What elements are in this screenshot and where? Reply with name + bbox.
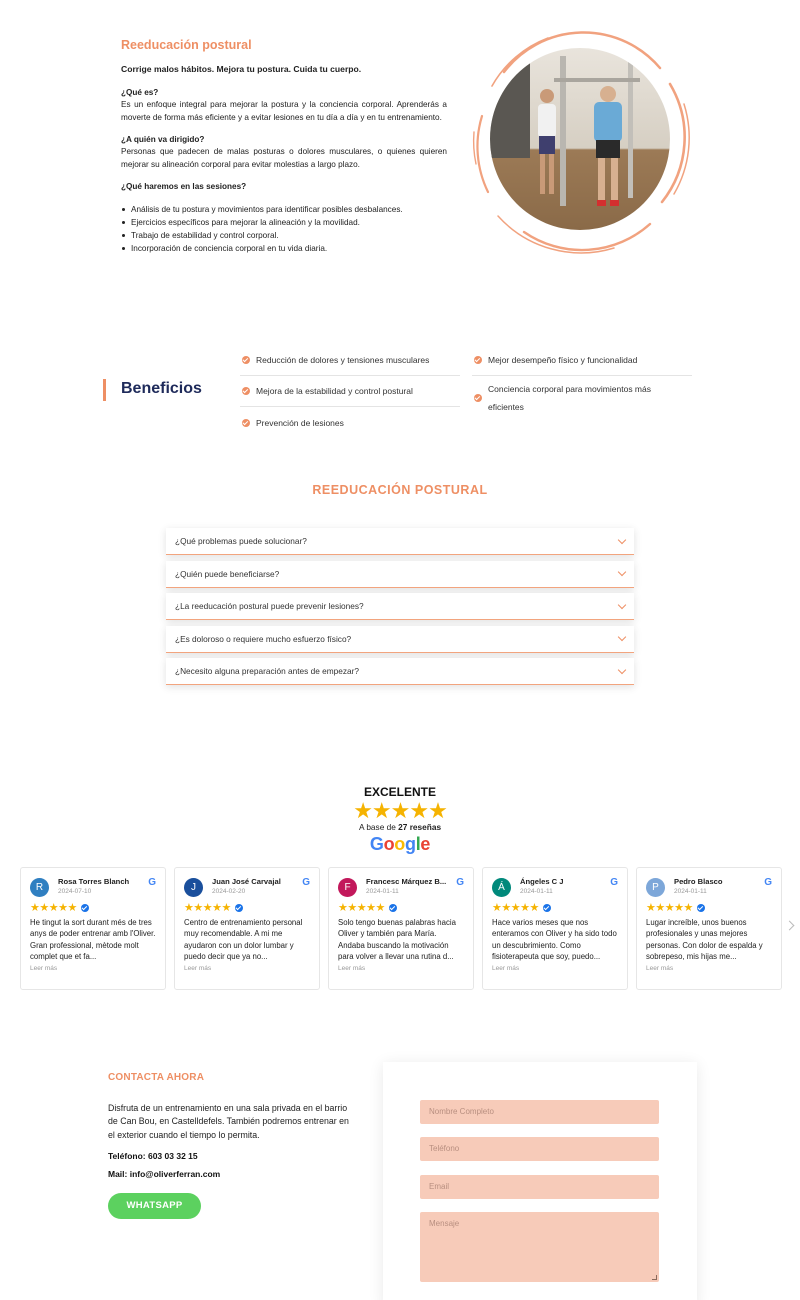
sessions-heading: ¿Qué haremos en las sesiones? (121, 181, 247, 191)
message-placeholder: Mensaje (429, 1219, 460, 1228)
benefit-label: Prevención de lesiones (256, 417, 344, 428)
benefit-label: Mejora de la estabilidad y control postural (256, 386, 413, 396)
faq-item[interactable] (166, 593, 634, 620)
avatar: P (646, 878, 665, 897)
read-more-link[interactable]: Leer más (30, 965, 58, 972)
client-figure (588, 84, 628, 208)
review-card (174, 867, 320, 990)
resize-handle-icon[interactable] (652, 1275, 657, 1280)
message-field[interactable] (420, 1212, 659, 1282)
chevron-down-icon[interactable] (618, 600, 626, 608)
chevron-down-icon[interactable] (618, 665, 626, 673)
faq-question: ¿Qué problemas puede solucionar? (175, 536, 307, 546)
google-logo: Google (369, 834, 431, 854)
google-icon: G (148, 877, 156, 888)
intro-title: Reeducación postural (121, 38, 252, 52)
benefit-item (240, 345, 460, 376)
benefit-item (240, 376, 460, 407)
review-text: Lugar increíble, unos buenos profesionales y unas mejores personas. Con dolor de espalda y sobrepeso, mis hijas me... (646, 918, 763, 961)
benefits-accent-bar (103, 379, 106, 401)
rating-summary (0, 785, 800, 855)
benefit-label: Conciencia corporal para movimientos más eficientes (488, 384, 651, 412)
faq-item[interactable] (166, 658, 634, 685)
faq-accordion (166, 528, 634, 691)
faq-question: ¿Necesito alguna preparación antes de empezar? (175, 666, 360, 676)
google-icon: G (456, 877, 464, 888)
avatar: Á (492, 878, 511, 897)
review-text: Solo tengo buenas palabras hacia Oliver y también para María. Andaba buscando la motivación para volver a llevar una rutina d... (338, 918, 456, 961)
faq-item[interactable] (166, 626, 634, 653)
review-card (482, 867, 628, 990)
sessions-list-item: Ejercicios específicos para mejorar la alineación y la movilidad. (121, 216, 447, 229)
faq-item[interactable] (166, 528, 634, 555)
contact-phone[interactable]: Teléfono: 603 03 32 15 (108, 1151, 198, 1162)
benefit-item (472, 376, 692, 420)
verified-icon (235, 904, 243, 912)
faq-title: REEDUCACIÓN POSTURAL (312, 483, 488, 497)
trainer-figure (532, 86, 562, 206)
contact-mail[interactable]: Mail: info@oliverferran.com (108, 1169, 221, 1180)
review-date: 2024-01-11 (520, 888, 553, 895)
faq-question: ¿Es doloroso o requiere mucho esfuerzo físico? (175, 633, 352, 644)
review-text: He tingut la sort durant més de tres anys de poder entrenar amb l'Oliver. Gran professional, mètode molt complet que et fa... (30, 918, 156, 961)
review-text: Hace varios meses que nos enteramos con Oliver y ha sido todo un descubrimiento. Como fisioterapeuta que soy, puedo... (492, 918, 617, 961)
review-stars: ★★★★★ (646, 901, 772, 914)
review-text: Centro de entrenamiento personal muy recomendable. A mi me ayudaron con un dolor lumbar y puedo decir que ya no... (184, 918, 303, 961)
verified-icon (389, 904, 397, 912)
what-heading: ¿Qué es? (121, 88, 159, 97)
review-stars: ★★★★★ (338, 901, 464, 914)
check-icon (474, 394, 482, 402)
sessions-list-item: Incorporación de conciencia corporal en tu vida diaria. (121, 242, 447, 255)
check-icon (242, 356, 250, 364)
benefit-item (472, 345, 692, 376)
review-card (20, 867, 166, 990)
faq-question: ¿La reeducación postural puede prevenir lesiones? (175, 601, 364, 611)
google-icon: G (302, 877, 310, 888)
review-card (328, 867, 474, 990)
review-date: 2024-07-10 (58, 888, 92, 895)
review-author: Juan José Carvajal (212, 877, 281, 886)
intro-section (121, 38, 447, 255)
google-icon: G (764, 877, 772, 888)
rating-label: EXCELENTE (363, 785, 436, 799)
google-icon: G (610, 877, 618, 888)
contact-section (108, 1072, 353, 1219)
benefits-column-right (472, 345, 692, 420)
check-icon (474, 356, 482, 364)
review-date: 2024-01-11 (674, 888, 707, 895)
review-author: Ángeles C J (520, 877, 564, 886)
chevron-right-icon[interactable] (785, 921, 795, 931)
name-field[interactable]: Nombre Completo (420, 1100, 659, 1124)
rating-based-on (0, 822, 800, 832)
intro-tagline: Corrige malos hábitos. Mejora tu postura. Cuida tu cuerpo. (121, 64, 362, 74)
review-card (636, 867, 782, 990)
review-stars: ★★★★★ (30, 901, 156, 914)
who-text: Personas que padecen de malas posturas o dolores musculares, o quienes quieren mejorar su alineación corporal para evitar molestias a largo plazo. (121, 146, 447, 170)
verified-icon (81, 904, 89, 912)
review-stars: ★★★★★ (184, 901, 310, 914)
contact-form (383, 1062, 697, 1300)
contact-text: Disfruta de un entrenamiento en una sala privada en el barrio de Can Bou, en Castelldefels. También podremos entrenar en el exterior cuando el tiempo lo permita. (108, 1103, 349, 1140)
email-field[interactable]: Email (420, 1175, 659, 1199)
review-author: Pedro Blasco (674, 877, 723, 886)
rating-based-prefix: A base de (358, 822, 399, 832)
contact-title: CONTACTA AHORA (108, 1072, 205, 1083)
avatar: J (184, 878, 203, 897)
faq-question: ¿Quién puede beneficiarse? (175, 568, 280, 579)
check-icon (242, 387, 250, 395)
training-photo (464, 24, 696, 256)
sessions-list (121, 203, 447, 255)
benefit-label: Reducción de dolores y tensiones musculares (256, 355, 430, 365)
sessions-list-item: Trabajo de estabilidad y control corporal. (121, 229, 447, 242)
chevron-down-icon[interactable] (618, 568, 626, 576)
rating-count: 27 reseñas (398, 822, 442, 832)
review-author: Rosa Torres Blanch (58, 877, 130, 886)
read-more-link[interactable]: Leer más (492, 965, 520, 972)
phone-field[interactable]: Teléfono (420, 1137, 659, 1161)
review-stars: ★★★★★ (492, 901, 618, 914)
chevron-down-icon[interactable] (618, 535, 626, 543)
whatsapp-button[interactable]: WHATSAPP (108, 1193, 201, 1219)
benefit-item (240, 407, 460, 438)
check-icon (242, 419, 250, 427)
reviews-carousel (20, 867, 782, 990)
who-heading: ¿A quién va dirigido? (121, 134, 205, 144)
sessions-list-item: Análisis de tu postura y movimientos para identificar posibles desbalances. (121, 203, 447, 216)
photo-circle (490, 48, 670, 230)
read-more-link[interactable]: Leer más (338, 965, 366, 972)
read-more-link[interactable]: Leer más (184, 965, 212, 972)
verified-icon (543, 904, 551, 912)
benefits-title: Beneficios (121, 380, 202, 397)
review-author: Francesc Márquez B... (366, 877, 447, 886)
benefits-column-left (240, 345, 460, 438)
verified-icon (697, 904, 705, 912)
review-date: 2024-01-11 (366, 888, 399, 895)
avatar: R (30, 878, 49, 897)
what-text: Es un enfoque integral para mejorar la postura y la conciencia corporal. Aprenderás a moverte de forma más eficiente y a evitar lesiones en tu día a día y en tu entrenamiento. (121, 100, 447, 123)
chevron-down-icon[interactable] (618, 633, 626, 641)
faq-item[interactable] (166, 561, 634, 588)
avatar: F (338, 878, 357, 897)
read-more-link[interactable]: Leer más (646, 965, 674, 972)
review-date: 2024-02-20 (212, 888, 246, 895)
rating-stars: ★★★★★ (353, 798, 447, 823)
benefit-label: Mejor desempeño físico y funcionalidad (488, 355, 638, 365)
